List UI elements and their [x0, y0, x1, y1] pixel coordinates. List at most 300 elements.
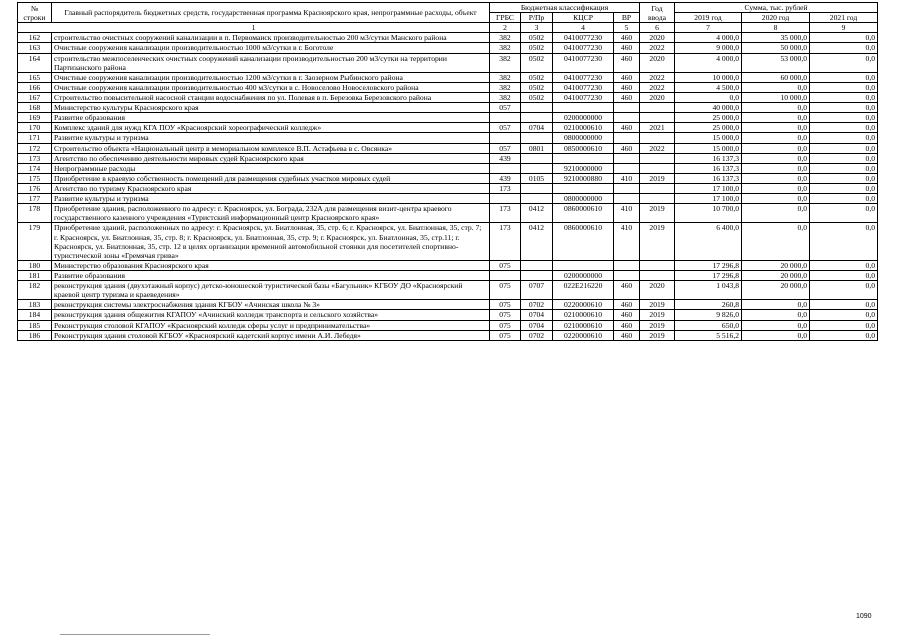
row-kcsr: 0860000610 [553, 223, 614, 260]
header-kcsr: КЦСР [553, 13, 614, 23]
row-number: 177 [18, 194, 52, 204]
row-year: 2019 [640, 320, 675, 330]
row-sum-2020: 0,0 [742, 163, 810, 173]
row-number: 186 [18, 330, 52, 340]
row-year: 2019 [640, 204, 675, 223]
row-vr: 460 [614, 310, 640, 320]
row-sum-2021: 0,0 [810, 33, 878, 43]
row-year [640, 260, 675, 270]
row-vr [614, 260, 640, 270]
row-number: 174 [18, 163, 52, 173]
row-sum-2019: 15 000,0 [675, 133, 742, 143]
table-row [18, 123, 878, 133]
row-sum-2019: 25 000,0 [675, 113, 742, 123]
row-year: 2020 [640, 281, 675, 300]
header-row-1 [18, 3, 878, 13]
column-index: 4 [553, 23, 614, 33]
row-grbs: 075 [490, 310, 521, 320]
row-name: Непрограммные расходы [52, 163, 490, 173]
row-sum-2020: 0,0 [742, 113, 810, 123]
table-row [18, 281, 878, 300]
row-sum-2019: 1 043,8 [675, 281, 742, 300]
row-name: строительство очистных сооружений канализации в п. Первомаиск производительностью 200 м3/сутки Манского района [52, 33, 490, 43]
row-sum-2020: 20 000,0 [742, 270, 810, 280]
row-grbs: 382 [490, 92, 521, 102]
row-rpr: 0502 [521, 53, 553, 72]
table-row [18, 183, 878, 193]
row-grbs: 382 [490, 72, 521, 82]
row-rpr: 0801 [521, 143, 553, 153]
row-sum-2021: 0,0 [810, 92, 878, 102]
row-number: 171 [18, 133, 52, 143]
row-rpr: 0702 [521, 300, 553, 310]
row-grbs: 057 [490, 123, 521, 133]
row-number: 176 [18, 183, 52, 193]
row-sum-2019: 9 000,0 [675, 43, 742, 53]
row-sum-2019: 4 500,0 [675, 82, 742, 92]
row-grbs: 057 [490, 143, 521, 153]
row-rpr: 0412 [521, 204, 553, 223]
row-name: Реконструкция столовой КГАПОУ «Красноярский колледж сферы услуг и предпринимательства» [52, 320, 490, 330]
row-year: 2022 [640, 143, 675, 153]
row-rpr: 0412 [521, 223, 553, 260]
row-vr: 460 [614, 43, 640, 53]
row-rpr: 0502 [521, 92, 553, 102]
row-kcsr: 0200000000 [553, 270, 614, 280]
row-sum-2020: 0,0 [742, 330, 810, 340]
row-name: Реконструкция здания столовой КГБОУ «Красноярский кадетский корпус имени А.И. Лебедя» [52, 330, 490, 340]
row-grbs: 439 [490, 153, 521, 163]
row-kcsr: 0860000610 [553, 204, 614, 223]
row-number: 179 [18, 223, 52, 260]
table-row [18, 133, 878, 143]
row-year [640, 113, 675, 123]
row-kcsr [553, 260, 614, 270]
row-name: Строительство объекта «Национальный центр в мемориальном комплексе В.П. Астафьева в с. Овсянка» [52, 143, 490, 153]
row-sum-2020: 0,0 [742, 300, 810, 310]
row-sum-2019: 40 000,0 [675, 103, 742, 113]
row-number: 163 [18, 43, 52, 53]
row-kcsr [553, 183, 614, 193]
table-row [18, 143, 878, 153]
column-index: 9 [810, 23, 878, 33]
row-sum-2021: 0,0 [810, 320, 878, 330]
row-sum-2020: 0,0 [742, 173, 810, 183]
row-vr [614, 153, 640, 163]
row-sum-2020: 20 000,0 [742, 260, 810, 270]
row-rpr [521, 270, 553, 280]
row-number: 173 [18, 153, 52, 163]
row-grbs: 057 [490, 103, 521, 113]
row-kcsr: 0410077230 [553, 43, 614, 53]
row-year: 2019 [640, 310, 675, 320]
row-sum-2020: 0,0 [742, 223, 810, 260]
row-rpr: 0704 [521, 310, 553, 320]
row-sum-2019: 17 296,8 [675, 270, 742, 280]
column-index: 7 [675, 23, 742, 33]
row-name: Очистные сооружения канализации производительностью 400 м3/сутки в с. Новоселово Новоселовского района [52, 82, 490, 92]
row-year: 2019 [640, 223, 675, 260]
table-row [18, 173, 878, 183]
column-index: 1 [18, 23, 490, 33]
table-body [18, 33, 878, 340]
row-vr: 460 [614, 53, 640, 72]
row-year [640, 270, 675, 280]
header-grbs: ГРБС [490, 13, 521, 23]
row-rpr: 0502 [521, 82, 553, 92]
table-row [18, 92, 878, 102]
row-grbs: 382 [490, 82, 521, 92]
row-sum-2020: 0,0 [742, 183, 810, 193]
row-sum-2021: 0,0 [810, 113, 878, 123]
table-row [18, 33, 878, 43]
row-sum-2021: 0,0 [810, 133, 878, 143]
column-index: 2 [490, 23, 521, 33]
row-grbs: 173 [490, 223, 521, 260]
row-sum-2020: 53 000,0 [742, 53, 810, 72]
row-sum-2019: 10 000,0 [675, 72, 742, 82]
row-sum-2019: 5 516,2 [675, 330, 742, 340]
row-vr: 460 [614, 72, 640, 82]
row-sum-2021: 0,0 [810, 300, 878, 310]
row-grbs [490, 113, 521, 123]
row-kcsr: 0210000610 [553, 320, 614, 330]
row-sum-2021: 0,0 [810, 260, 878, 270]
row-name: Развитие культуры и туризма [52, 194, 490, 204]
row-rpr: 0502 [521, 33, 553, 43]
row-kcsr: 0410077230 [553, 33, 614, 43]
row-sum-2019: 10 700,0 [675, 204, 742, 223]
header-sum: Сумма, тыс. рублей [675, 3, 878, 13]
row-sum-2019: 650,0 [675, 320, 742, 330]
row-vr [614, 270, 640, 280]
table-row [18, 330, 878, 340]
row-year: 2020 [640, 33, 675, 43]
column-index: 5 [614, 23, 640, 33]
table-row [18, 43, 878, 53]
row-sum-2021: 0,0 [810, 173, 878, 183]
row-rpr: 0502 [521, 72, 553, 82]
row-kcsr: 0850000610 [553, 143, 614, 153]
row-sum-2020: 0,0 [742, 204, 810, 223]
row-name: строительство межпоселенческих очистных сооружений канализации производительностью 200 м3/сутки на территории Партизанского района [52, 53, 490, 72]
row-vr [614, 113, 640, 123]
row-sum-2021: 0,0 [810, 270, 878, 280]
row-sum-2020: 20 000,0 [742, 281, 810, 300]
header-rpr: Р/Пр [521, 13, 553, 23]
row-year: 2021 [640, 123, 675, 133]
row-number: 185 [18, 320, 52, 330]
row-vr: 460 [614, 300, 640, 310]
budget-table [17, 2, 878, 341]
table-row [18, 270, 878, 280]
row-sum-2019: 4 000,0 [675, 53, 742, 72]
row-sum-2019: 17 100,0 [675, 194, 742, 204]
table-row [18, 103, 878, 113]
table-row [18, 163, 878, 173]
header-2020: 2020 год [742, 13, 810, 23]
row-name: Министерство образования Красноярского края [52, 260, 490, 270]
column-index: 8 [742, 23, 810, 33]
row-grbs: 439 [490, 173, 521, 183]
row-sum-2019: 260,8 [675, 300, 742, 310]
scan-edge-mark [60, 634, 210, 635]
row-number: 162 [18, 33, 52, 43]
row-rpr: 0704 [521, 320, 553, 330]
row-name: реконструкция здания (двухэтажный корпус) детско-юношеской туристической базы «Багульник» КГБОУ ДО «Красноярский краевой центр туризма и краеведения» [52, 281, 490, 300]
row-year: 2022 [640, 82, 675, 92]
row-vr: 460 [614, 143, 640, 153]
row-rpr [521, 183, 553, 193]
table-row [18, 204, 878, 223]
row-vr: 410 [614, 223, 640, 260]
row-kcsr [553, 103, 614, 113]
row-rpr: 0702 [521, 330, 553, 340]
row-sum-2021: 0,0 [810, 72, 878, 82]
row-rpr: 0502 [521, 43, 553, 53]
row-sum-2020: 0,0 [742, 103, 810, 113]
row-vr [614, 194, 640, 204]
row-kcsr: 0410077230 [553, 82, 614, 92]
row-number: 181 [18, 270, 52, 280]
row-year: 2019 [640, 173, 675, 183]
row-grbs: 173 [490, 183, 521, 193]
table-row [18, 310, 878, 320]
row-sum-2021: 0,0 [810, 82, 878, 92]
row-number: 166 [18, 82, 52, 92]
page-number: 1090 [856, 613, 872, 620]
row-rpr [521, 194, 553, 204]
row-sum-2019: 17 296,8 [675, 260, 742, 270]
row-kcsr: 0410077230 [553, 53, 614, 72]
row-grbs: 075 [490, 260, 521, 270]
table-row [18, 194, 878, 204]
row-number: 182 [18, 281, 52, 300]
table-row [18, 53, 878, 72]
row-grbs: 173 [490, 204, 521, 223]
row-name: Очистные сооружения канализации производительностью 1200 м3/сутки в г. Заозерном Рыбинского района [52, 72, 490, 82]
row-number: 170 [18, 123, 52, 133]
row-sum-2019: 0,0 [675, 92, 742, 102]
row-year [640, 153, 675, 163]
row-rpr [521, 153, 553, 163]
row-vr: 460 [614, 82, 640, 92]
row-grbs: 382 [490, 43, 521, 53]
row-grbs: 075 [490, 330, 521, 340]
row-number: 167 [18, 92, 52, 102]
row-sum-2021: 0,0 [810, 143, 878, 153]
row-grbs: 075 [490, 300, 521, 310]
row-grbs: 382 [490, 33, 521, 43]
column-index: 6 [640, 23, 675, 33]
column-index-row [18, 23, 878, 33]
row-sum-2020: 0,0 [742, 310, 810, 320]
row-name: Агентство по обеспечению деятельности мировых судей Красноярского края [52, 153, 490, 163]
row-year: 2019 [640, 300, 675, 310]
row-sum-2019: 4 000,0 [675, 33, 742, 43]
row-grbs [490, 194, 521, 204]
table-row [18, 300, 878, 310]
row-rpr [521, 113, 553, 123]
row-sum-2020: 0,0 [742, 133, 810, 143]
row-number: 164 [18, 53, 52, 72]
row-vr [614, 183, 640, 193]
row-vr: 410 [614, 204, 640, 223]
row-year [640, 163, 675, 173]
row-sum-2021: 0,0 [810, 183, 878, 193]
row-year: 2020 [640, 92, 675, 102]
header-row-number: № строки [18, 3, 52, 23]
row-name: Министерство культуры Красноярского края [52, 103, 490, 113]
row-grbs [490, 163, 521, 173]
row-kcsr: 022E216220 [553, 281, 614, 300]
row-name: Развитие образования [52, 113, 490, 123]
row-number: 172 [18, 143, 52, 153]
row-sum-2020: 0,0 [742, 320, 810, 330]
row-vr: 410 [614, 173, 640, 183]
row-sum-2020: 0,0 [742, 143, 810, 153]
row-rpr [521, 163, 553, 173]
row-sum-2021: 0,0 [810, 223, 878, 260]
row-rpr [521, 260, 553, 270]
row-sum-2019: 16 137,3 [675, 153, 742, 163]
row-sum-2021: 0,0 [810, 123, 878, 133]
row-sum-2020: 0,0 [742, 194, 810, 204]
row-sum-2021: 0,0 [810, 281, 878, 300]
row-vr [614, 133, 640, 143]
table-row [18, 72, 878, 82]
row-number: 168 [18, 103, 52, 113]
row-year: 2019 [640, 330, 675, 340]
row-vr: 460 [614, 123, 640, 133]
row-sum-2019: 16 137,3 [675, 163, 742, 173]
row-sum-2021: 0,0 [810, 163, 878, 173]
row-year: 2022 [640, 43, 675, 53]
row-vr: 460 [614, 330, 640, 340]
table-row [18, 320, 878, 330]
row-name: Строительство повысительной насосной станции водоснабжения по ул. Полевая в п. Березовка Березовского района [52, 92, 490, 102]
row-vr: 460 [614, 33, 640, 43]
row-kcsr: 0200000000 [553, 113, 614, 123]
row-sum-2020: 50 000,0 [742, 43, 810, 53]
row-kcsr: 0800000000 [553, 133, 614, 143]
row-rpr: 0105 [521, 173, 553, 183]
row-sum-2019: 9 826,0 [675, 310, 742, 320]
row-rpr [521, 133, 553, 143]
row-number: 180 [18, 260, 52, 270]
row-year [640, 103, 675, 113]
row-sum-2021: 0,0 [810, 153, 878, 163]
row-vr: 460 [614, 320, 640, 330]
row-name: Развитие культуры и туризма [52, 133, 490, 143]
table-row [18, 82, 878, 92]
row-year: 2020 [640, 53, 675, 72]
row-kcsr: 0210000610 [553, 123, 614, 133]
row-sum-2021: 0,0 [810, 53, 878, 72]
row-grbs: 075 [490, 281, 521, 300]
row-kcsr: 0800000000 [553, 194, 614, 204]
row-name: Комплекс зданий для нужд КГА ПОУ «Красноярский хореографический колледж» [52, 123, 490, 133]
row-sum-2021: 0,0 [810, 43, 878, 53]
table-row [18, 153, 878, 163]
row-name: реконструкция системы электроснабжения здания КГБОУ «Ачинская школа № 3» [52, 300, 490, 310]
row-sum-2021: 0,0 [810, 310, 878, 320]
row-sum-2021: 0,0 [810, 204, 878, 223]
row-sum-2020: 0,0 [742, 153, 810, 163]
header-2019: 2019 год [675, 13, 742, 23]
row-year [640, 183, 675, 193]
row-kcsr: 0210000610 [553, 310, 614, 320]
table-row [18, 260, 878, 270]
header-vr: ВР [614, 13, 640, 23]
header-budget-classification: Бюджетная классификация [490, 3, 640, 13]
row-sum-2019: 15 000,0 [675, 143, 742, 153]
row-kcsr [553, 153, 614, 163]
row-kcsr: 0220000610 [553, 300, 614, 310]
row-sum-2021: 0,0 [810, 103, 878, 113]
row-sum-2019: 17 100,0 [675, 183, 742, 193]
row-number: 165 [18, 72, 52, 82]
row-rpr: 0704 [521, 123, 553, 133]
row-number: 169 [18, 113, 52, 123]
row-year [640, 133, 675, 143]
row-sum-2019: 16 137,3 [675, 173, 742, 183]
table-row [18, 113, 878, 123]
row-sum-2021: 0,0 [810, 194, 878, 204]
row-number: 184 [18, 310, 52, 320]
row-grbs: 382 [490, 53, 521, 72]
row-number: 183 [18, 300, 52, 310]
header-year: Год ввода [640, 3, 675, 23]
row-kcsr: 9210000000 [553, 163, 614, 173]
row-sum-2020: 35 000,0 [742, 33, 810, 43]
row-kcsr: 0410077230 [553, 72, 614, 82]
row-year [640, 194, 675, 204]
row-name: Приобретение здания, расположенного по адресу: г. Красноярск, ул. Бограда, 232А для размещения визит-центра краевого государственного казенного учреждения «Туристский информационный центр Красноярского края» [52, 204, 490, 223]
row-kcsr: 0410077230 [553, 92, 614, 102]
row-kcsr: 0220000610 [553, 330, 614, 340]
row-name: Приобретение в краевую собственность помещений для размещения судебных участков мировых судей [52, 173, 490, 183]
row-vr [614, 103, 640, 113]
row-kcsr: 9210000880 [553, 173, 614, 183]
row-sum-2019: 6 400,0 [675, 223, 742, 260]
row-grbs [490, 133, 521, 143]
row-grbs: 075 [490, 320, 521, 330]
row-sum-2020: 60 000,0 [742, 72, 810, 82]
row-name: Развитие образования [52, 270, 490, 280]
row-number: 178 [18, 204, 52, 223]
row-rpr: 0707 [521, 281, 553, 300]
row-grbs [490, 270, 521, 280]
header-name: Главный распорядитель бюджетных средств, государственная программа Красноярского края, непрограммные расходы, объект [52, 3, 490, 23]
table-row [18, 223, 878, 260]
row-number: 175 [18, 173, 52, 183]
column-index: 3 [521, 23, 553, 33]
row-year: 2022 [640, 72, 675, 82]
row-sum-2020: 10 000,0 [742, 92, 810, 102]
row-vr [614, 163, 640, 173]
row-sum-2020: 0,0 [742, 123, 810, 133]
row-name: Агентство по туризму Красноярского края [52, 183, 490, 193]
row-name: Приобретение зданий, расположенных по адресу: г. Красноярск, ул. Биатлонная, 35, стр. 6; г. Красноярск, ул. Биатлонная, 35, стр. 7; г. Красноярск, ул. Биатлонная, 35, стр. 8; г. Красноярск, ул. Биатлонная, 35, стр. 9; г. Красноярск, ул. Биатлонная, 35, стр.11; г. Красноярск, ул. Биатлонная, 35, стр. 12 в целях организации временной автомобильной стоянки для посетителей спортивно-туристической зоны «Гремячая грива» [52, 223, 490, 260]
row-sum-2020: 0,0 [742, 82, 810, 92]
row-sum-2021: 0,0 [810, 330, 878, 340]
header-2021: 2021 год [810, 13, 878, 23]
row-vr: 460 [614, 92, 640, 102]
row-name: Очистные сооружения канализации производительностью 1000 м3/сутки в г. Боготоле [52, 43, 490, 53]
row-name: реконструкция здания общежития КГАПОУ «Ачинский колледж транспорта и сельского хозяйства» [52, 310, 490, 320]
row-vr: 460 [614, 281, 640, 300]
